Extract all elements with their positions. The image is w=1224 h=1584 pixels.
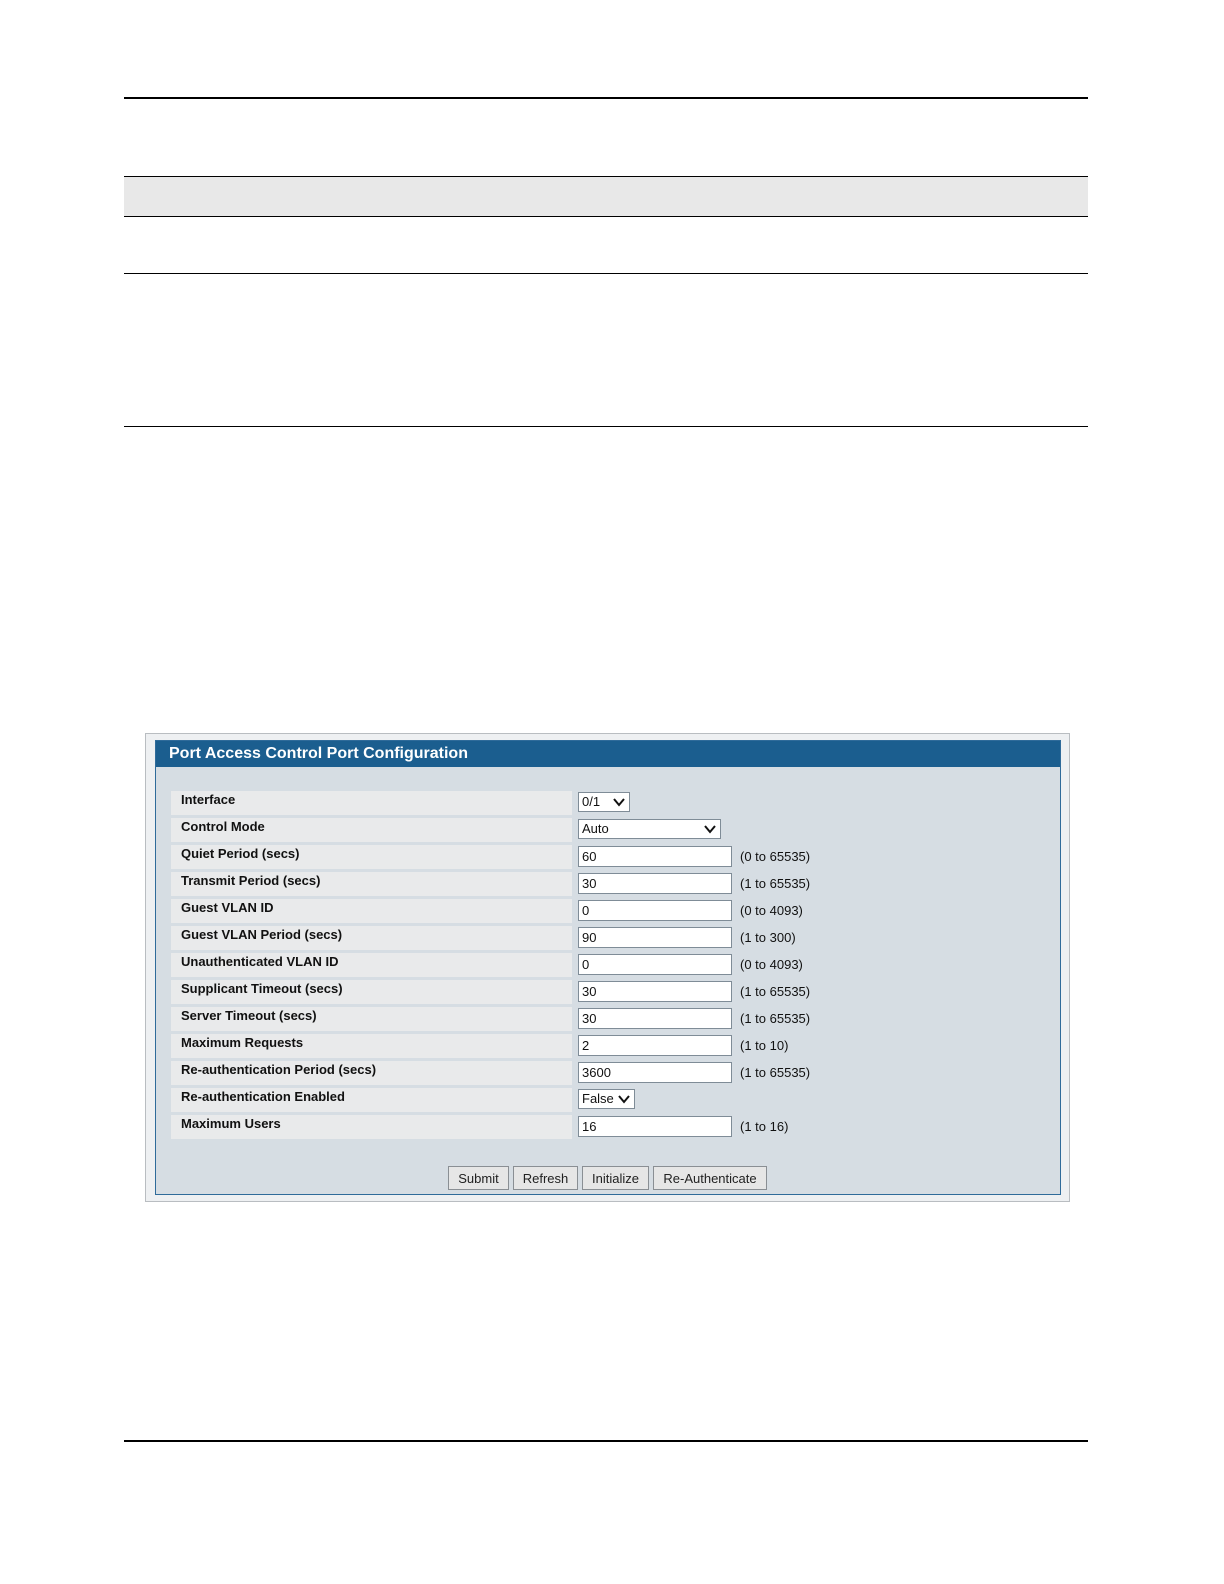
- guest-vlan-id-input[interactable]: [578, 900, 732, 921]
- row-control-mode: [170, 817, 1040, 844]
- field-label: Re-authentication Period (secs): [171, 1061, 572, 1085]
- chevron-down-icon: [613, 796, 625, 808]
- field-label: Re-authentication Enabled: [171, 1088, 572, 1112]
- table-bottom-rule: [124, 426, 1088, 427]
- row-reauthentication-period: [170, 1060, 1040, 1087]
- port-access-control-panel: [155, 740, 1061, 1195]
- range-hint: (1 to 65535): [740, 1011, 811, 1026]
- maximum-users-input[interactable]: [578, 1116, 732, 1137]
- config-form: [170, 790, 1040, 1141]
- row-maximum-users: [170, 1114, 1040, 1141]
- range-hint: (1 to 16): [740, 1119, 789, 1134]
- transmit-period-input[interactable]: [578, 873, 732, 894]
- unauthenticated-vlan-id-input[interactable]: [578, 954, 732, 975]
- range-hint: (1 to 65535): [740, 1065, 811, 1080]
- row-supplicant-timeout: [170, 979, 1040, 1006]
- field-label: Maximum Requests: [171, 1034, 572, 1058]
- ui-screenshot: [145, 733, 1070, 1202]
- row-transmit-period: [170, 871, 1040, 898]
- field-label: Maximum Users: [171, 1115, 572, 1139]
- page-footer-rule: [124, 1440, 1088, 1442]
- chevron-down-icon: [618, 1093, 630, 1105]
- refresh-button[interactable]: Refresh: [513, 1166, 578, 1190]
- interface-select[interactable]: 0/1: [578, 792, 630, 812]
- control-mode-select[interactable]: Auto: [578, 819, 721, 839]
- row-guest-vlan-id: [170, 898, 1040, 925]
- page-header-rule: [124, 97, 1088, 99]
- reauthentication-period-input[interactable]: [578, 1062, 732, 1083]
- row-maximum-requests: [170, 1033, 1040, 1060]
- table-rule: [124, 273, 1088, 274]
- reauthentication-enabled-select[interactable]: False: [578, 1089, 635, 1109]
- submit-button[interactable]: Submit: [448, 1166, 509, 1190]
- range-hint: (1 to 65535): [740, 984, 811, 999]
- chevron-down-icon: [704, 823, 716, 835]
- row-reauthentication-enabled: [170, 1087, 1040, 1114]
- reauthenticate-button[interactable]: Re-Authenticate: [653, 1166, 767, 1190]
- field-label: Guest VLAN ID: [171, 899, 572, 923]
- range-hint: (1 to 65535): [740, 876, 811, 891]
- row-quiet-period: [170, 844, 1040, 871]
- field-label: Supplicant Timeout (secs): [171, 980, 572, 1004]
- guest-vlan-period-input[interactable]: [578, 927, 732, 948]
- quiet-period-input[interactable]: [578, 846, 732, 867]
- range-hint: (0 to 4093): [740, 957, 803, 972]
- row-unauthenticated-vlan-id: [170, 952, 1040, 979]
- initialize-button[interactable]: Initialize: [582, 1166, 649, 1190]
- table-header-band: [124, 176, 1088, 217]
- field-label: Transmit Period (secs): [171, 872, 572, 896]
- field-label: Unauthenticated VLAN ID: [171, 953, 572, 977]
- field-label: Control Mode: [171, 818, 572, 842]
- row-server-timeout: [170, 1006, 1040, 1033]
- range-hint: (1 to 300): [740, 930, 796, 945]
- row-guest-vlan-period: [170, 925, 1040, 952]
- range-hint: (1 to 10): [740, 1038, 789, 1053]
- field-label: Guest VLAN Period (secs): [171, 926, 572, 950]
- range-hint: (0 to 4093): [740, 903, 803, 918]
- field-label: Quiet Period (secs): [171, 845, 572, 869]
- panel-title: Port Access Control Port Configuration: [156, 741, 1060, 767]
- field-label: Server Timeout (secs): [171, 1007, 572, 1031]
- supplicant-timeout-input[interactable]: [578, 981, 732, 1002]
- field-label: Interface: [171, 791, 572, 815]
- maximum-requests-input[interactable]: [578, 1035, 732, 1056]
- row-interface: [170, 790, 1040, 817]
- range-hint: (0 to 65535): [740, 849, 811, 864]
- server-timeout-input[interactable]: [578, 1008, 732, 1029]
